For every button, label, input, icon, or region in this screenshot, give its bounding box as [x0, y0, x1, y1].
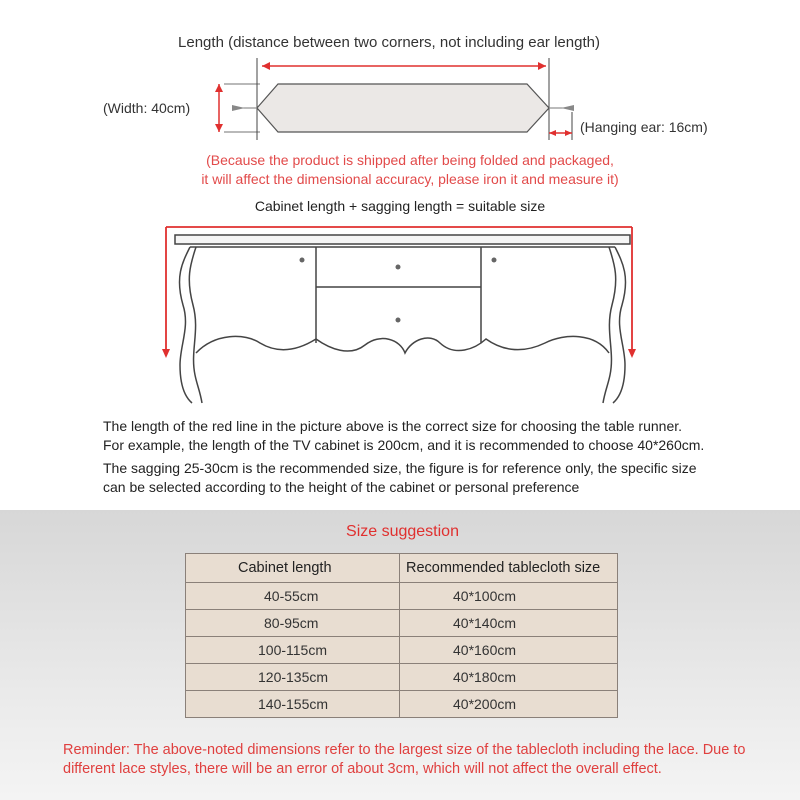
table-row	[186, 691, 618, 718]
table-row	[186, 610, 618, 637]
cabinet-length-cell: 120-135cm	[186, 664, 400, 691]
tv-cabinet-diagram	[0, 215, 800, 410]
formula-text: Cabinet length + sagging length = suitable size	[254, 198, 546, 214]
hanging-ear-label: (Hanging ear: 16cm)	[580, 119, 708, 135]
header-cabinet-length: Cabinet length	[186, 554, 400, 583]
cabinet-length-cell: 100-115cm	[186, 637, 400, 664]
cabinet-length-cell: 40-55cm	[186, 583, 400, 610]
table-row	[186, 583, 618, 610]
description-line-3: The sagging 25-30cm is the recommended size, the figure is for reference only, the specific size	[103, 460, 697, 476]
recommended-size-cell: 40*200cm	[400, 691, 618, 718]
header-recommended-size: Recommended tablecloth size	[400, 554, 618, 583]
table-row	[186, 637, 618, 664]
recommended-size-cell: 40*140cm	[400, 610, 618, 637]
description-line-2: For example, the length of the TV cabinet is 200cm, and it is recommended to choose 40*260cm.	[103, 437, 705, 453]
description-line-1: The length of the red line in the picture above is the correct size for choosing the table runner.	[103, 418, 683, 434]
recommended-size-cell: 40*160cm	[400, 637, 618, 664]
size-suggestion-title: Size suggestion	[346, 523, 459, 540]
recommended-size-cell: 40*100cm	[400, 583, 618, 610]
recommended-size-cell: 40*180cm	[400, 664, 618, 691]
reminder-text: Reminder: The above-noted dimensions refer to the largest size of the tablecloth including the lace. Due to different lace styles, there will be an error of about 3cm, which will not affect the overall effect.	[63, 742, 746, 777]
width-label: (Width: 40cm)	[103, 100, 191, 116]
cabinet-length-cell: 140-155cm	[186, 691, 400, 718]
table-row	[186, 664, 618, 691]
length-label: Length (distance between two corners, not including ear length)	[178, 34, 600, 51]
size-table	[185, 553, 618, 718]
description-line-4: can be selected according to the height of the cabinet or personal preference	[103, 479, 580, 495]
warning-line-2: it will affect the dimensional accuracy, please iron it and measure it)	[201, 171, 619, 187]
table-header-row	[186, 554, 618, 583]
warning-line-1: (Because the product is shipped after being folded and packaged,	[206, 152, 614, 168]
cabinet-length-cell: 80-95cm	[186, 610, 400, 637]
